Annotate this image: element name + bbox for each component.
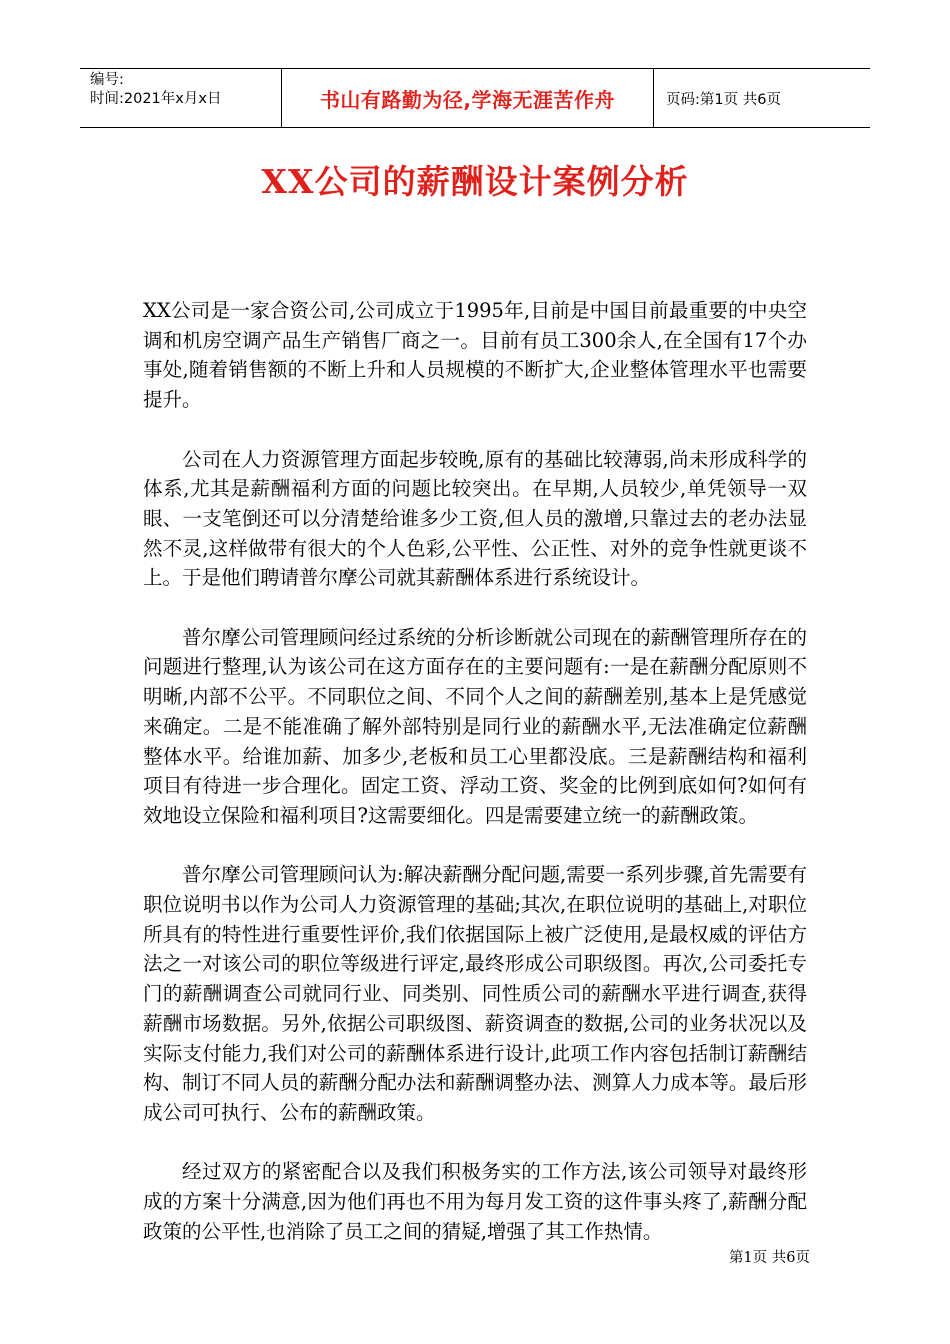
document-body [143, 296, 807, 1276]
document-date: 时间:2021年x月x日 [90, 91, 222, 107]
page-header [80, 68, 870, 128]
document-number-label: 编号: [90, 72, 124, 88]
paragraph-1: XX公司是一家合资公司,公司成立于1995年,目前是中国目前最重要的中央空调和机房空调产品生产销售厂商之一。目前有员工300余人,在全国有17个办事处,随着销售额的不断上升和人员规模的不断扩大,企业整体管理水平也需要提升。 [143, 299, 807, 412]
header-meta [80, 69, 282, 127]
header-motto: 书山有路勤为径,学海无涯苦作舟 [282, 69, 654, 127]
paragraph-3: 普尔摩公司管理顾问经过系统的分析诊断就公司现在的薪酬管理所存在的问题进行整理,认为该公司在这方面存在的主要问题有:一是在薪酬分配原则不明晰,内部不公平。不同职位之间、不同个人之间的薪酬差别,基本上是凭感觉来确定。二是不能准确了解外部特别是同行业的薪酬水平,无法准确定位薪酬整体水平。给谁加薪、加多少,老板和员工心里都没底。三是薪酬结构和福利项目有待进一步合理化。固定工资、浮动工资、奖金的比例到底如何?如何有效地设立保险和福利项目?这需要细化。四是需要建立统一的薪酬政策。 [143, 625, 807, 827]
page-footer: 第1页 共6页 [728, 1250, 810, 1266]
paragraph-5: 经过双方的紧密配合以及我们积极务实的工作方法,该公司领导对最终形成的方案十分满意,因为他们再也不用为每月发工资的这件事头疼了,薪酬分配政策的公平性,也消除了员工之间的猜疑,增强了其工作热情。 [143, 1160, 807, 1243]
paragraph-4: 普尔摩公司管理顾问认为:解决薪酬分配问题,需要一系列步骤,首先需要有职位说明书以作为公司人力资源管理的基础;其次,在职位说明的基础上,对职位所具有的特性进行重要性评价,我们依据国际上被广泛使用,是最权威的评估方法之一对该公司的职位等级进行评定,最终形成公司职级图。再次,公司委托专门的薪酬调查公司就同行业、同类别、同性质公司的薪酬水平进行调查,获得薪酬市场数据。另外,依据公司职级图、薪资调查的数据,公司的业务状况以及实际支付能力,我们对公司的薪酬体系进行设计,此项工作内容包括制订薪酬结构、制订不同人员的薪酬分配办法和薪酬调整办法、测算人力成本等。最后形成公司可执行、公布的薪酬政策。 [143, 863, 807, 1124]
header-page-info: 页码:第1页 共6页 [666, 91, 781, 108]
document-title: XX公司的薪酬设计案例分析 [261, 162, 689, 201]
paragraph-2: 公司在人力资源管理方面起步较晚,原有的基础比较薄弱,尚未形成科学的体系,尤其是薪酬福利方面的问题比较突出。在早期,人员较少,单凭领导一双眼、一支笔倒还可以分清楚给谁多少工资,但人员的激增,只靠过去的老办法显然不灵,这样做带有很大的个人色彩,公平性、公正性、对外的竞争性就更谈不上。于是他们聘请普尔摩公司就其薪酬体系进行系统设计。 [143, 447, 807, 590]
